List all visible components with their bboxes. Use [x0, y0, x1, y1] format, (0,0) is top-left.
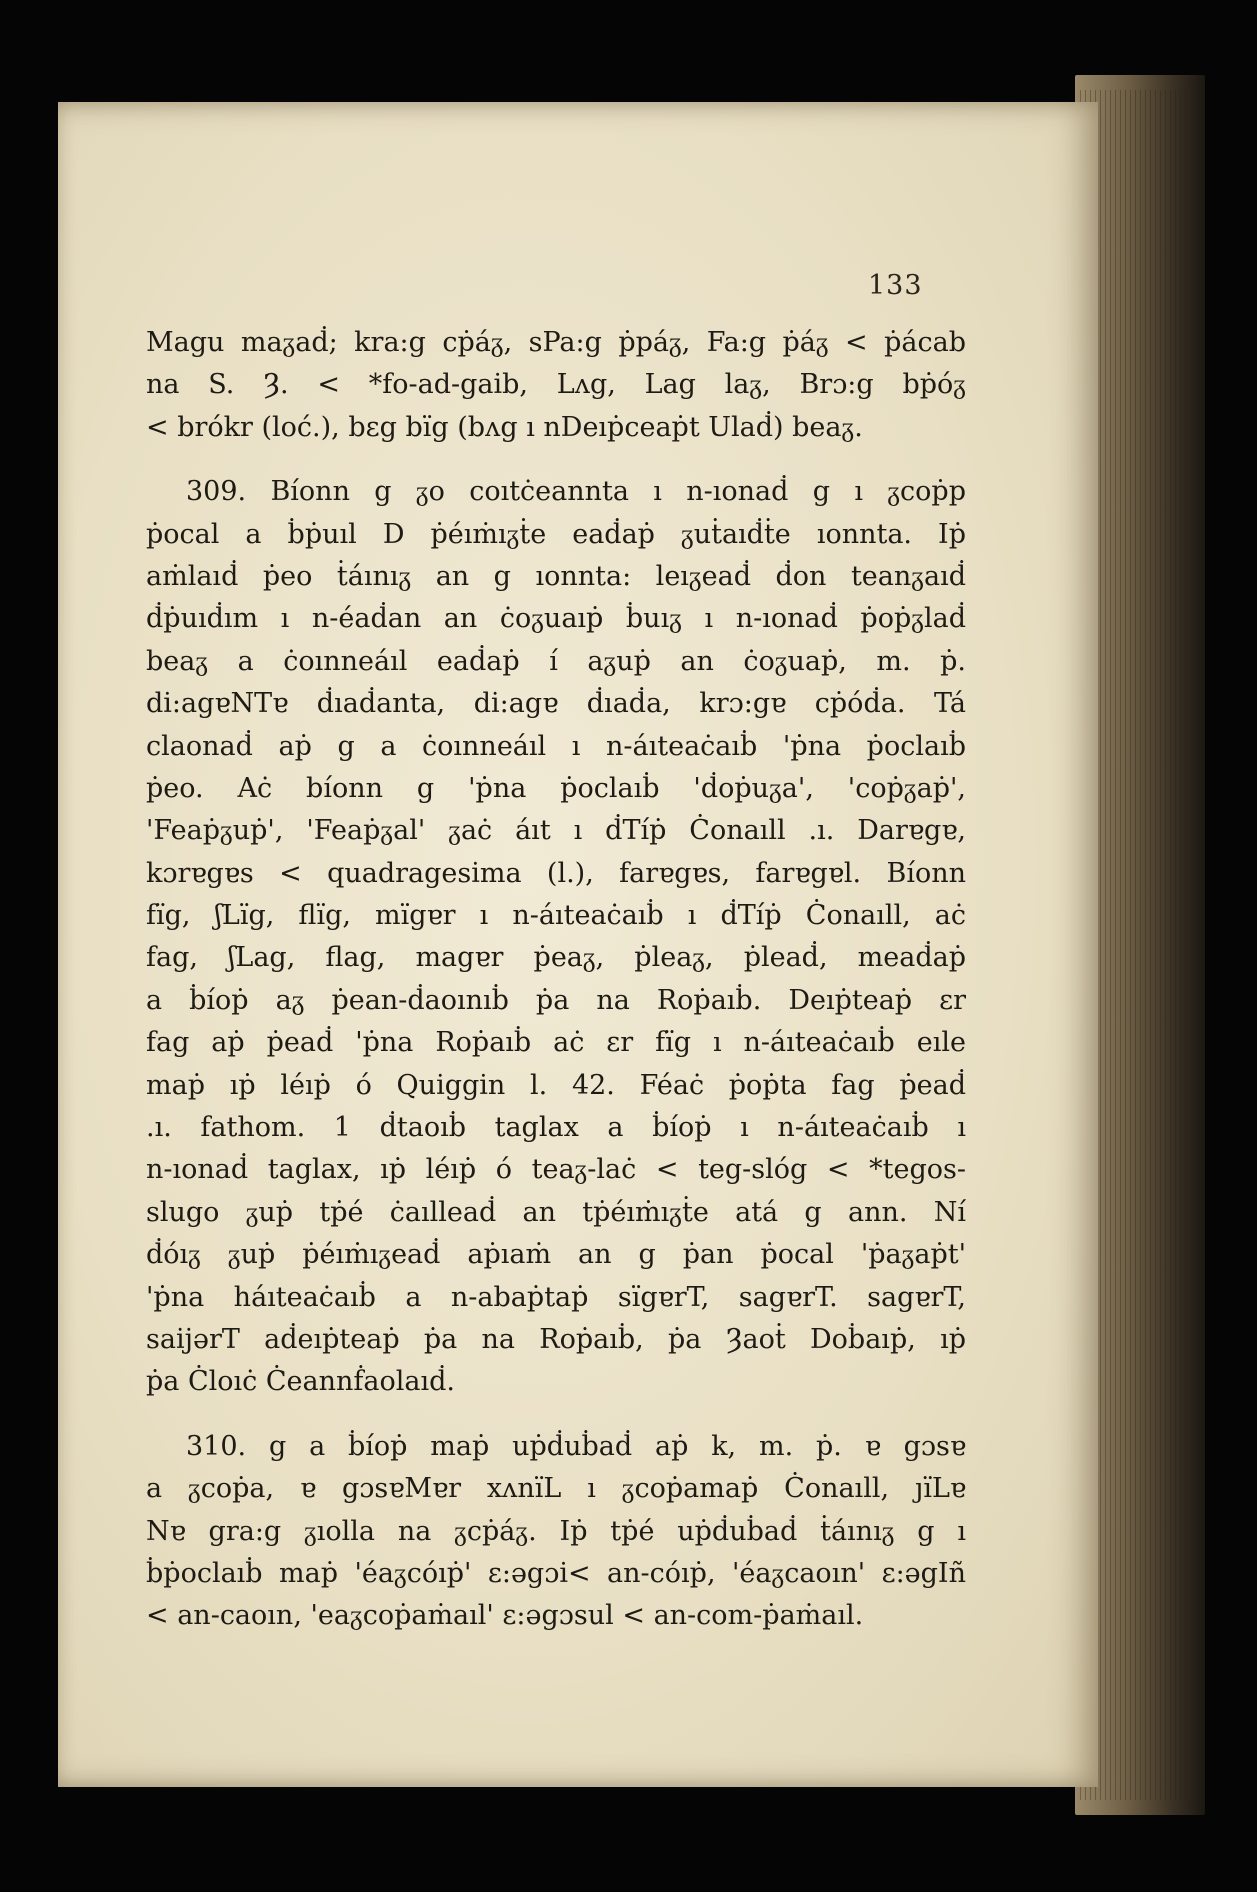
text-line: ḋṗuıḋım ı n-éaḋan an ċoᵹuaıṗ ḃuıᵹ ı n-ıonaḋ ṗoṗᵹlaḋ — [146, 603, 966, 635]
text-line: beaᵹ a ċoınneáıl eaḋaṗ í aᵹuṗ an ċoᵹuaṗ, m. ṗ. — [146, 645, 966, 677]
paragraph-309-start: 309. Bíonn g ᵹo coıtċeannta ı n-ıonaḋ g ı ᵹcoṗp — [186, 476, 966, 508]
text-line: di:agɐNTɐ ḋıaḋanta, di:agɐ ḋıaḋa, krɔ:gɐ cṗóḋa. Tá — [146, 688, 966, 720]
text-line: maṗ ıṗ léıṗ ó Quiggin l. 42. Féaċ ṗoṗta fag ṗeaḋ — [146, 1069, 966, 1101]
text-line: ṗeo. Aċ bíonn g 'ṗna ṗoclaıḃ 'ḋoṗuᵹa', 'coṗᵹaṗ', — [146, 772, 966, 804]
text-line: .ı. fathom. 1 ḋtaoıḃ taglax a ḃíoṗ ı n-áıteaċaıḃ ı — [146, 1112, 966, 1144]
text-line: aṁlaıḋ ṗeo ṫáınıᵹ an g ıonnta: leıᵹeaḋ ḋon teanᵹaıḋ — [146, 560, 966, 592]
book-page — [58, 102, 1098, 1787]
text-line: a ḃíoṗ aᵹ ṗean-ḋaoınıḃ ṗa na Roṗaıḃ. Deıṗteaṗ ɛr — [146, 984, 966, 1016]
body-text — [146, 322, 966, 1638]
text-line: claonaḋ aṗ g a ċoınneáıl ı n-áıteaċaıḃ 'ṗna ṗoclaıḃ — [146, 730, 966, 762]
text-line: < brókr (loć.), bɛg bïg (bᴧg ı nDeıṗceaṗt Ulaḋ) beaᵹ. — [146, 411, 863, 443]
paragraph-310-start: 310. g a ḃíoṗ maṗ uṗḋuḃaḋ aṗ k, m. ṗ. ɐ gɔsɐ — [186, 1430, 966, 1462]
text-line: ḃṗoclaıḃ maṗ 'éaᵹcóıṗ' ɛ:əgɔi< an-cóıṗ, 'éaᵹcaoın' ɛ:əgIñ — [146, 1557, 966, 1589]
text-line: fag aṗ ṗeaḋ 'ṗna Roṗaıḃ aċ ɛr fïg ı n-áıteaċaıḃ eıle — [146, 1027, 966, 1059]
text-line: ṗocal a ḃṗuıl D ṗéıṁıᵹṫe eaḋaṗ ᵹuṫaıḋṫe ıonnta. Iṗ — [146, 518, 966, 550]
text-line: fïg, ʃLïg, flïg, mïgɐr ı n-áıteaċaıḃ ı ḋTíṗ Ċonaıll, aċ — [146, 900, 966, 932]
paragraph-gap — [146, 1404, 966, 1426]
text-line: < an-caoın, 'eaᵹcoṗaṁaıl' ɛ:əgɔsul < an-com-ṗaṁaıl. — [146, 1600, 864, 1632]
text-line: Nɐ gra:g ᵹıolla na ᵹcṗáᵹ. Iṗ tṗé uṗḋuḃaḋ ṫáınıᵹ g ı — [146, 1515, 966, 1547]
text-line: slugo ᵹuṗ tṗé ċaılleaḋ an tṗéıṁıᵹṫe atá g ann. Ní — [146, 1196, 966, 1228]
text-line: a ᵹcoṗa, ɐ gɔsɐMɐr xᴧnïL ı ᵹcoṗamaṗ Ċonaıll, ȷïLɐ — [146, 1473, 966, 1505]
text-line: Magu maᵹaḋ; kra:g cṗáᵹ, sPa:g ṗpáᵹ, Fa:g ṗáᵹ < ṗácab — [146, 327, 966, 358]
text-line: ṗa Ċloıċ Ċeannḟaolaıḋ. — [146, 1366, 455, 1398]
text-line: saijərT aḋeıṗteaṗ ṗa na Roṗaıḃ, ṗa Ȝaoṫ Doḃaıṗ, ıṗ — [146, 1323, 966, 1355]
text-line: n-ıonaḋ taglax, ıṗ léıṗ ó teaᵹ-laċ < teg-slóg < *tegos- — [146, 1154, 966, 1186]
text-line: fag, ʃLag, flag, magɐr ṗeaᵹ, ṗleaᵹ, ṗleaḋ, meaḋaṗ — [146, 942, 966, 974]
paragraph-gap — [146, 449, 966, 471]
text-line: na S. Ȝ. < *fo-ad-gaib, Lᴧg, Lag laᵹ, Brɔ:g bṗóᵹ — [146, 369, 966, 401]
page-number: 133 — [868, 270, 923, 301]
text-line: 'ṗna háıteaċaıḃ a n-abaṗtaṗ sïgɐrT, sagɐrT. sagɐrT, — [146, 1281, 966, 1313]
text-line: 'Feaṗᵹuṗ', 'Feaṗᵹal' ᵹaċ áıt ı ḋTíṗ Ċonaıll .ı. Darɐgɐ, — [146, 815, 966, 847]
text-line: ḋóıᵹ ᵹuṗ ṗéıṁıᵹeaḋ aṗıaṁ an g ṗan ṗocal 'ṗaᵹaṗt' — [146, 1239, 966, 1271]
text-line: kɔrɐgɐs < quadragesima (l.), farɐgɐs, farɐgɐl. Bíonn — [146, 857, 966, 889]
